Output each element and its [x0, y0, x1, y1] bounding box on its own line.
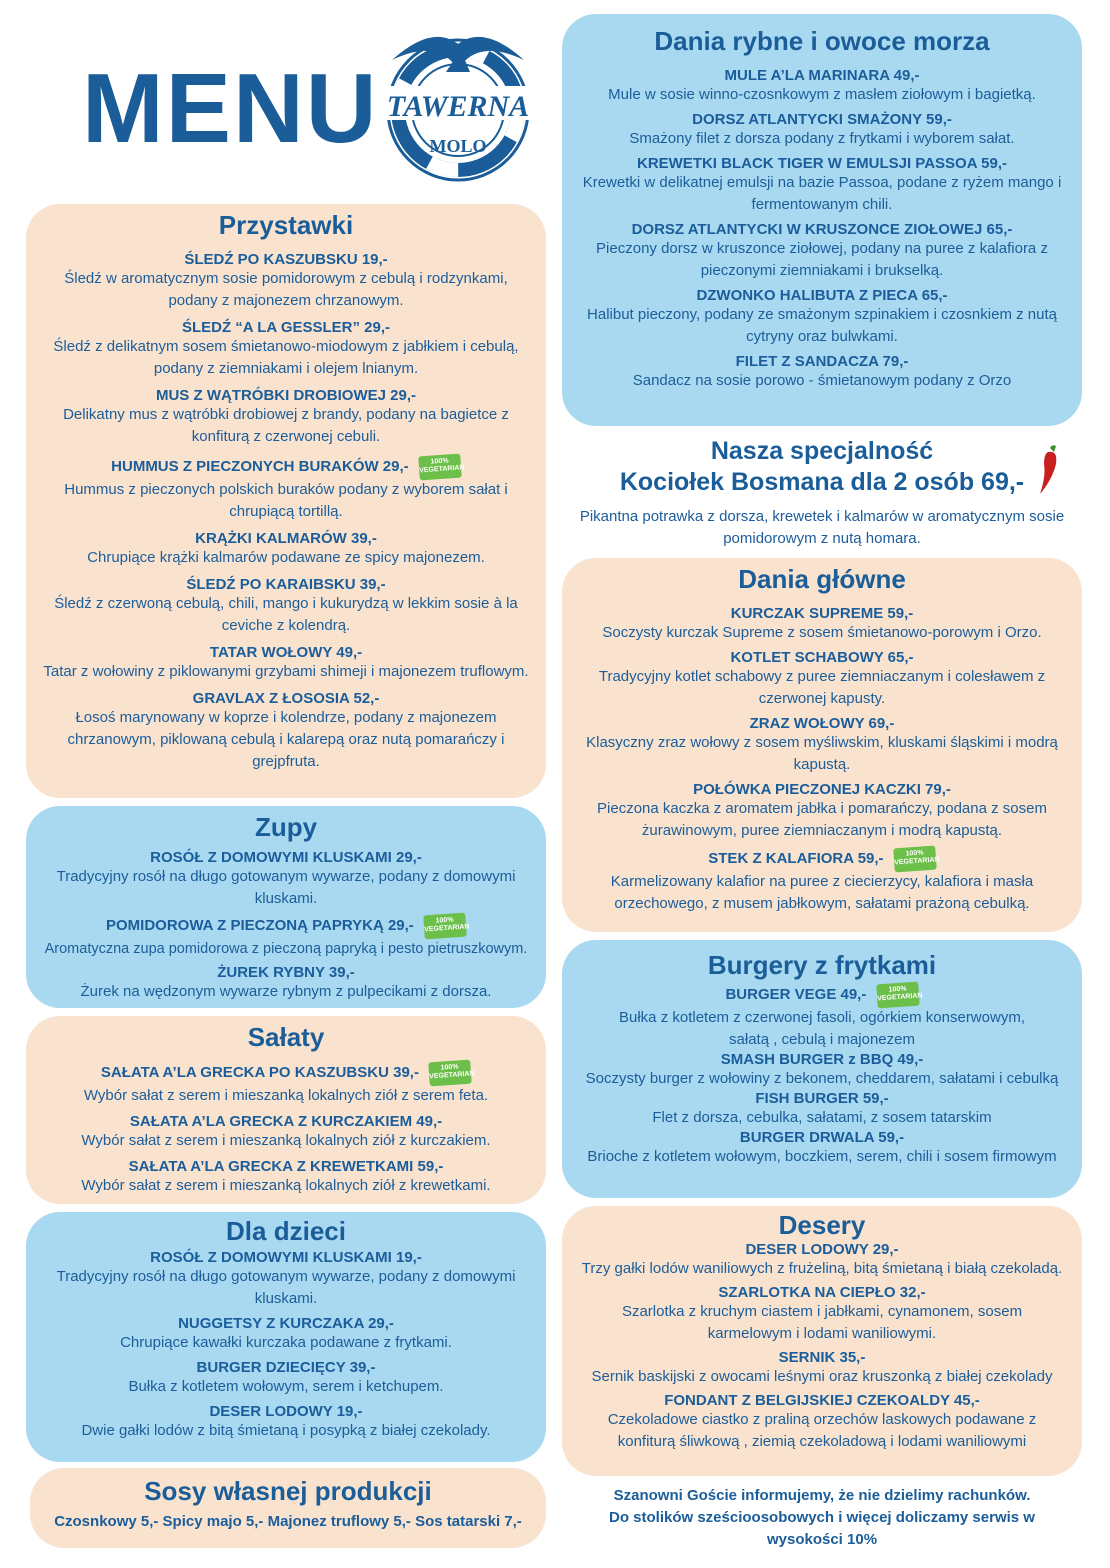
item-description: Dwie gałki lodów z bitą śmietaną i posypką z białej czekolady. [81, 1422, 491, 1439]
menu-item [570, 715, 1074, 776]
menu-item [34, 1403, 538, 1442]
menu-item [34, 530, 538, 569]
menu-item [34, 319, 538, 380]
item-name: ROSÓŁ Z DOMOWYMI KLUSKAMI 29,- [150, 849, 422, 866]
special-description: Pikantna potrawka z dorsza, krewetek i kalmarów w aromatycznym sosie pomidorowym z nutą homara. [579, 508, 1065, 547]
section-dla-dzieci [26, 1212, 546, 1462]
item-name: DORSZ ATLANTYCKI SMAŻONY 59,- [692, 111, 952, 128]
section-title: Dania rybne i owoce morza [654, 26, 990, 56]
section-specjalnosc [562, 436, 1082, 550]
menu-item [34, 1359, 538, 1398]
item-description: Delikatny mus z wątróbki drobiowej z brandy, podany na bagietce z konfiturą z czerwonej cebuli. [63, 406, 509, 445]
menu-item [570, 1051, 1074, 1090]
item-name: MULE A’LA MARINARA 49,- [724, 67, 920, 84]
menu-item [570, 781, 1074, 842]
section-title: Burgery z frytkami [707, 950, 937, 980]
item-name: FONDANT Z BELGIJSKIEJ CZEKOALDY 45,- [664, 1392, 980, 1409]
item-name: POMIDOROWA Z PIECZONĄ PAPRYKĄ 29,- [106, 916, 414, 934]
item-name: ŚLEDŹ PO KASZUBSKU 19,- [184, 251, 388, 268]
section-desery [562, 1206, 1082, 1476]
menu-item [34, 1158, 538, 1197]
item-name: FISH BURGER 59,- [755, 1090, 889, 1107]
item-name: KRĄŻKI KALMARÓW 39,- [195, 530, 377, 547]
footer-notice [562, 1485, 1082, 1551]
item-name: TATAR WOŁOWY 49,- [209, 644, 363, 661]
menu-item [570, 605, 1074, 644]
section-title: Desery [778, 1210, 866, 1240]
sauces-list: Czosnkowy 5,- Spicy majo 5,- Majonez truflowy 5,- Sos tatarski 7,- [54, 1513, 522, 1530]
section-title: Przystawki [218, 210, 354, 240]
item-description: Tradycyjny kotlet schabowy z puree ziemniaczanym i colesławem z czerwonej kapusty. [598, 668, 1046, 707]
menu-item [34, 1061, 538, 1107]
section-dania-glowne [562, 558, 1082, 932]
item-description: Szarlotka z kruchym ciastem i jabłkami, cynamonem, sosem karmelowym i lodami waniliowymi. [621, 1303, 1023, 1342]
special-dish-name: Kociołek Bosmana dla 2 osób 69,- [619, 468, 1025, 496]
item-description: Krewetki w delikatnej emulsji na bazie Passoa, podane z ryżem mango i fermentowanym chili. [582, 174, 1062, 213]
menu-item [34, 1113, 538, 1152]
vegetarian-badge-icon: 100% VEGETARIAN [418, 454, 462, 481]
item-description: Halibut pieczony, podany ze smażonym szpinakiem i czosnkiem z nutą cytryny oraz bulwkami. [587, 306, 1057, 345]
item-description: Karmelizowany kalafior na puree z ciecierzycy, kalafiora i masła orzechowego, z musem jabłkowym, sałatami prażoną cebulką. [610, 873, 1034, 912]
tawerna-molo-logo [372, 14, 544, 190]
item-name: KURCZAK SUPREME 59,- [730, 605, 914, 622]
menu-item [570, 67, 1074, 106]
menu-item [570, 287, 1074, 348]
menu-item [34, 964, 538, 1003]
item-name-row [570, 847, 1074, 871]
menu-item [34, 690, 538, 773]
vegetarian-badge-icon: 100% VEGETARIAN [428, 1060, 472, 1087]
item-description: Śledź w aromatycznym sosie pomidorowym z cebulą i rodzynkami, podany z majonezem chrzanowym. [64, 270, 508, 309]
item-description: Śledź z delikatnym sosem śmietanowo-miodowym z jabłkiem i cebulą, podany z ziemniakami i olejem lnianym. [53, 338, 519, 377]
menu-item [34, 849, 538, 910]
menu-item [34, 387, 538, 448]
menu-item [34, 644, 538, 683]
item-description: Tradycyjny rosół na długo gotowanym wywarze, podany z domowymi kluskami. [56, 1268, 516, 1307]
item-description: Klasyczny zraz wołowy z sosem myśliwskim, kluskami śląskimi i modrą kapustą. [586, 734, 1058, 773]
item-name-row [570, 983, 1074, 1007]
section-przystawki [26, 204, 546, 798]
item-description: Smażony filet z dorsza podany z frytkami i wyborem sałat. [629, 130, 1015, 147]
svg-text:TAWERNA: TAWERNA [386, 90, 530, 123]
section-title: Dania główne [738, 564, 906, 594]
item-name: BURGER DRWALA 59,- [739, 1129, 905, 1146]
menu-item [570, 111, 1074, 150]
lifebuoy-logo-icon [372, 14, 544, 190]
item-name: SAŁATA A’LA GRECKA Z KREWETKAMI 59,- [128, 1158, 444, 1175]
menu-item [570, 1349, 1074, 1388]
item-description: Brioche z kotletem wołowym, boczkiem, serem, chili i sosem firmowym [587, 1148, 1057, 1165]
item-name: GRAVLAX Z ŁOSOSIA 52,- [192, 690, 380, 707]
menu-item [570, 1392, 1074, 1453]
item-name: DORSZ ATLANTYCKI W KRUSZONCE ZIOŁOWEJ 65,- [631, 221, 1013, 238]
item-description: Pieczona kaczka z aromatem jabłka i pomarańczy, podana z sosem żurawinowym, puree ziemniaczanym i modrą kapustą. [597, 800, 1047, 839]
item-description: Czekoladowe ciastko z praliną orzechów laskowych podawane z konfiturą śliwkową , ziemią czekoladową i lodami waniliowymi [607, 1411, 1037, 1450]
item-description: Soczysty burger z wołowiny z bekonem, cheddarem, sałatami i cebulką [585, 1070, 1059, 1087]
item-name-row [34, 455, 538, 479]
item-name: POŁÓWKA PIECZONEJ KACZKI 79,- [693, 781, 951, 798]
menu-item [570, 1129, 1074, 1168]
item-name: STEK Z KALAFIORA 59,- [708, 849, 884, 867]
item-name: ŚLEDŹ PO KARAIBSKU 39,- [186, 576, 386, 593]
section-title: Sałaty [247, 1022, 325, 1052]
item-description: Bułka z kotletem wołowym, serem i ketchupem. [128, 1378, 444, 1395]
item-description: Śledź z czerwoną cebulą, chili, mango i kukurydzą w lekkim sosie à la ceviche z kolendrą. [54, 595, 518, 634]
item-name: SAŁATA A’LA GRECKA PO KASZUBSKU 39,- [100, 1063, 419, 1081]
menu-item [34, 251, 538, 312]
special-dish-title [562, 467, 1082, 498]
item-name: HUMMUS Z PIECZONYCH BURAKÓW 29,- [111, 457, 409, 475]
item-description: Mule w sosie winno-czosnkowym z masłem ziołowym i bagietką. [608, 86, 1036, 103]
item-name-row [34, 1061, 538, 1085]
item-description: Wybór sałat z serem i mieszanką lokalnych ziół z krewetkami. [81, 1177, 491, 1194]
item-description: Tradycyjny rosół na długo gotowanym wywarze, podany z domowymi kluskami. [56, 868, 516, 907]
footer-line: Do stolików sześcioosobowych i więcej doliczamy serwis w wysokości 10% [609, 1509, 1035, 1548]
menu-item [570, 1241, 1074, 1280]
section-dania-rybne [562, 14, 1082, 426]
item-name: NUGGETSY Z KURCZAKA 29,- [178, 1315, 394, 1332]
item-description: Chrupiące krążki kalmarów podawane ze spicy majonezem. [87, 549, 485, 566]
page-title: MENU [82, 53, 379, 163]
item-description: Sandacz na sosie porowo - śmietanowym podany z Orzo [632, 372, 1012, 389]
menu-item [570, 221, 1074, 282]
menu-item [570, 353, 1074, 392]
menu-item [34, 1315, 538, 1354]
vegetarian-badge-icon: 100% VEGETARIAN [893, 846, 937, 873]
item-name: SZARLOTKA NA CIEPŁO 32,- [718, 1284, 926, 1301]
item-name: DESER LODOWY 19,- [209, 1403, 363, 1420]
footer-line: Szanowni Goście informujemy, że nie dzielimy rachunków. [613, 1487, 1031, 1504]
item-description: Wybór sałat z serem i mieszanką lokalnych ziół z kurczakiem. [81, 1132, 491, 1149]
item-name-row [34, 914, 538, 938]
menu-item [34, 914, 538, 960]
section-salaty [26, 1016, 546, 1204]
menu-item [34, 455, 538, 523]
item-description: Sernik baskijski z owocami leśnymi oraz kruszonką z białej czekolady [591, 1368, 1053, 1385]
item-name: BURGER VEGE 49,- [725, 985, 867, 1003]
item-description: Chrupiące kawałki kurczaka podawane z frytkami. [120, 1334, 452, 1351]
item-name: KOTLET SCHABOWY 65,- [730, 649, 914, 666]
item-description: Aromatyczna zupa pomidorowa z pieczoną papryką i pesto pietruszkowym. [44, 941, 528, 957]
menu-item [34, 576, 538, 637]
svg-text:MOLO: MOLO [429, 136, 487, 156]
item-name: KREWETKI BLACK TIGER W EMULSJI PASSOA 59,- [636, 155, 1008, 172]
item-description: Trzy gałki lodów waniliowych z frużeliną, bitą śmietaną i białą czekoladą. [581, 1260, 1063, 1277]
section-title: Zupy [254, 812, 318, 842]
item-name: ŚLEDŹ “A LA GESSLER” 29,- [181, 319, 391, 336]
section-zupy [26, 806, 546, 1008]
item-name: FILET Z SANDACZA 79,- [735, 353, 909, 370]
menu-item [570, 983, 1074, 1051]
item-description: Soczysty kurczak Supreme z sosem śmietanowo-porowym i Orzo. [602, 624, 1042, 641]
item-description: Żurek na wędzonym wywarze rybnym z pulpecikami z dorsza. [80, 983, 492, 1000]
item-name: SMASH BURGER z BBQ 49,- [720, 1051, 924, 1068]
item-description: Pieczony dorsz w kruszonce ziołowej, podany na puree z kalafiora z pieczonymi ziemniakami i brukselką. [596, 240, 1048, 279]
menu-item [570, 847, 1074, 915]
vegetarian-badge-icon: 100% VEGETARIAN [876, 982, 920, 1009]
item-name: BURGER DZIECIĘCY 39,- [196, 1359, 376, 1376]
item-name: DZWONKO HALIBUTA Z PIECA 65,- [696, 287, 948, 304]
item-description: Wybór sałat z serem i mieszanką lokalnych ziół z serem feta. [83, 1087, 489, 1104]
special-title: Nasza specjalność [710, 437, 934, 465]
item-name: ZRAZ WOŁOWY 69,- [749, 715, 895, 732]
menu-item [570, 1090, 1074, 1129]
menu-item [34, 1249, 538, 1310]
item-name: ROSÓŁ Z DOMOWYMI KLUSKAMI 19,- [150, 1249, 422, 1266]
section-title: Dla dzieci [226, 1216, 346, 1246]
item-description: Hummus z pieczonych polskich buraków podany z wyborem sałat i chrupiącą tortillą. [64, 481, 508, 520]
section-sosy [30, 1468, 546, 1548]
item-name: SERNIK 35,- [778, 1349, 866, 1366]
vegetarian-badge-icon: 100% VEGETARIAN [423, 913, 467, 940]
chili-pepper-icon [1036, 444, 1062, 496]
item-name: ŻUREK RYBNY 39,- [217, 964, 355, 981]
section-title: Sosy własnej produkcji [144, 1476, 432, 1506]
menu-item [570, 649, 1074, 710]
menu-item [570, 1284, 1074, 1345]
section-burgery [562, 940, 1082, 1198]
item-description: Bułka z kotletem z czerwonej fasoli, ogórkiem konserwowym, sałatą , cebulą i majonezem [619, 1009, 1025, 1048]
item-description: Flet z dorsza, cebulka, sałatami, z sosem tatarskim [652, 1109, 992, 1126]
item-description: Łosoś marynowany w koprze i kolendrze, podany z majonezem chrzanowym, piklowaną cebulą i kalarepą oraz nutą pomarańczy i grejpfruta. [67, 709, 505, 770]
menu-item [570, 155, 1074, 216]
item-name: MUS Z WĄTRÓBKI DROBIOWEJ 29,- [155, 387, 416, 404]
item-description: Tatar z wołowiny z piklowanymi grzybami shimeji i majonezem truflowym. [43, 663, 529, 680]
item-name: DESER LODOWY 29,- [745, 1241, 899, 1258]
item-name: SAŁATA A’LA GRECKA Z KURCZAKIEM 49,- [129, 1113, 443, 1130]
